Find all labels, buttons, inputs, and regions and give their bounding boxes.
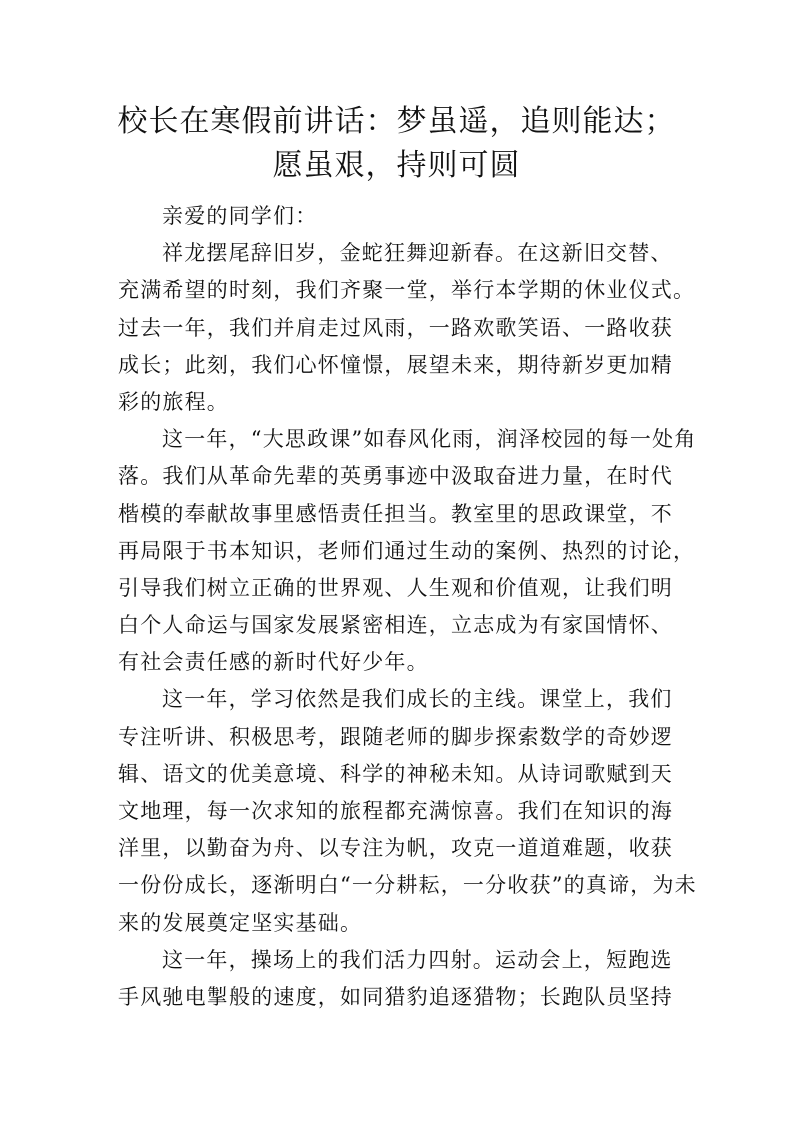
paragraph-2-line: 引导我们树立正确的世界观、人生观和价值观，让我们明 (118, 575, 673, 600)
paragraph-2-line: 这一年，“大思政课”如春风化雨，润泽校园的每一处角 (162, 427, 697, 452)
paragraph-3-line: 专注听讲、积极思考，跟随老师的脚步探索数学的奇妙逻 (118, 724, 673, 749)
paragraph-4-line: 这一年，操场上的我们活力四射。运动会上，短跑选 (162, 947, 673, 972)
paragraph-1-line: 彩的旅程。 (118, 389, 229, 414)
salutation: 亲爱的同学们： (162, 204, 318, 228)
paragraph-2-line: 楷模的奉献故事里感悟责任担当。教室里的思政课堂，不 (118, 501, 673, 526)
paragraph-2-line: 落。我们从革命先辈的英勇事迹中汲取奋进力量，在时代 (118, 464, 673, 489)
paragraph-3-line: 来的发展奠定坚实基础。 (118, 910, 363, 935)
paragraph-2-line: 再局限于书本知识，老师们通过生动的案例、热烈的讨论， (118, 538, 696, 563)
paragraph-3-line: 辑、语文的优美意境、科学的神秘未知。从诗词歌赋到天 (118, 761, 673, 786)
paragraph-1-line: 成长；此刻，我们心怀憧憬，展望未来，期待新岁更加精 (118, 352, 673, 377)
paragraph-2-line: 白个人命运与国家发展紧密相连，立志成为有家国情怀、 (118, 613, 673, 638)
paragraph-1-line: 充满希望的时刻，我们齐聚一堂，举行本学期的休业仪式。 (118, 278, 696, 303)
document-title-line-2: 愿虽艰，持则可圆 (272, 148, 521, 183)
document-title-line-1: 校长在寒假前讲话：梦虽遥，追则能达； (117, 104, 676, 139)
paragraph-3-line: 这一年，学习依然是我们成长的主线。课堂上，我们 (162, 687, 673, 712)
paragraph-1-line: 祥龙摆尾辞旧岁，金蛇狂舞迎新春。在这新旧交替、 (162, 241, 673, 266)
paragraph-4-line: 手风驰电掣般的速度，如同猎豹追逐猎物；长跑队员坚持 (118, 984, 673, 1009)
paragraph-3-line: 文地理，每一次求知的旅程都充满惊喜。我们在知识的海 (118, 799, 673, 823)
paragraph-1-line: 过去一年，我们并肩走过风雨，一路欢歌笑语、一路收获 (118, 315, 673, 340)
document-body (118, 198, 697, 1016)
paragraph-2-line: 有社会责任感的新时代好少年。 (118, 650, 429, 675)
paragraph-3-line: 洋里，以勤奋为舟、以专注为帆，攻克一道道难题，收获 (118, 836, 673, 861)
paragraph-3-line: 一份份成长，逐渐明白“一分耕耘，一分收获”的真谛，为未 (118, 873, 697, 898)
